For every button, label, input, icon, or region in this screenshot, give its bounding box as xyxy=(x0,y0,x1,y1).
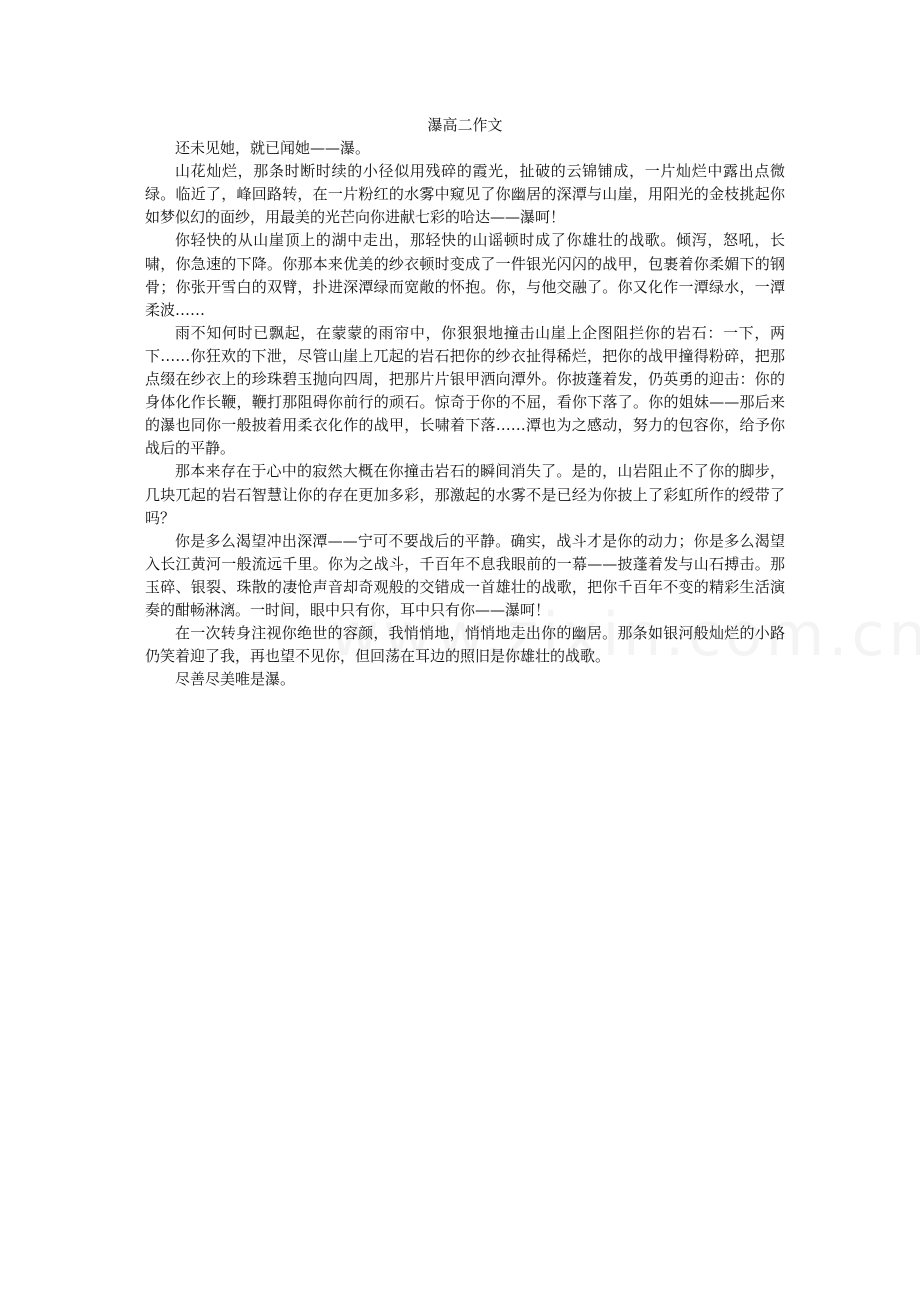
paragraph-1: 还未见她，就已闻她——瀑。 xyxy=(175,139,371,158)
document-body xyxy=(145,114,785,691)
paragraph-5: 那本来存在于心中的寂然大概在你撞击岩石的瞬间消失了。是的，山岩阻止不了你的脚步，几块兀起的岩石智慧让你的存在更加多彩，那激起的水雾不是已经为你披上了彩虹所作的绶带了吗？ xyxy=(145,462,785,527)
paragraph-3: 你轻快的从山崖顶上的湖中走出，那轻快的山谣顿时成了你雄壮的战歌。倾泻，怒吼，长啸，你急速的下降。你那本来优美的纱衣顿时变成了一件银光闪闪的战甲，包裹着你柔媚下的钢骨；你张开雪白的双臂，扑进深潭绿而宽敞的怀抱。你，与他交融了。你又化作一潭绿水，一潭柔波…… xyxy=(145,231,785,319)
paragraph-4: 雨不知何时已飘起，在蒙蒙的雨帘中，你狠狠地撞击山崖上企图阻拦你的岩石：一下，两下……你狂欢的下泄，尽管山崖上兀起的岩石把你的纱衣扯得稀烂，把你的战甲撞得粉碎，把那点缀在纱衣上的珍珠碧玉抛向四周，把那片片银甲洒向潭外。你披蓬着发，仍英勇的迎击：你的身体化作长鞭，鞭打那阻碍你前行的顽石。惊奇于你的不屈，看你下落了。你的姐妹——那后来的瀑也同你一般披着用柔衣化作的战甲，长啸着下落……潭也为之感动，努力的包容你，给予你战后的平静。 xyxy=(145,323,785,458)
paragraph-7: 在一次转身注视你绝世的容颜，我悄悄地，悄悄地走出你的幽居。那条如银河般灿烂的小路仍笑着迎了我，再也望不见你，但回荡在耳边的照旧是你雄壮的战歌。 xyxy=(145,624,785,666)
paragraph-2: 山花灿烂，那条时断时续的小径似用残碎的霞光，扯破的云锦铺成，一片灿烂中露出点微绿。临近了，峰回路转，在一片粉红的水雾中窥见了你幽居的深潭与山崖，用阳光的金枝挑起你如梦似幻的面纱，用最美的光芒向你进献七彩的哈达——瀑呵！ xyxy=(145,162,785,227)
document-title: 瀑高二作文 xyxy=(427,116,503,134)
paragraph-8: 尽善尽美唯是瀑。 xyxy=(175,670,296,689)
paragraph-6: 你是多么渴望冲出深潭——宁可不要战后的平静。确实，战斗才是你的动力；你是多么渴望入长江黄河一般流远千里。你为之战斗，千百年不息我眼前的一幕——披蓬着发与山石搏击。那玉碎、银裂、珠散的凄怆声音却奇观般的交错成一首雄壮的战歌，把你千百年不变的精彩生活演奏的酣畅淋漓。一时间，眼中只有你，耳中只有你——瀑呵！ xyxy=(145,531,785,619)
